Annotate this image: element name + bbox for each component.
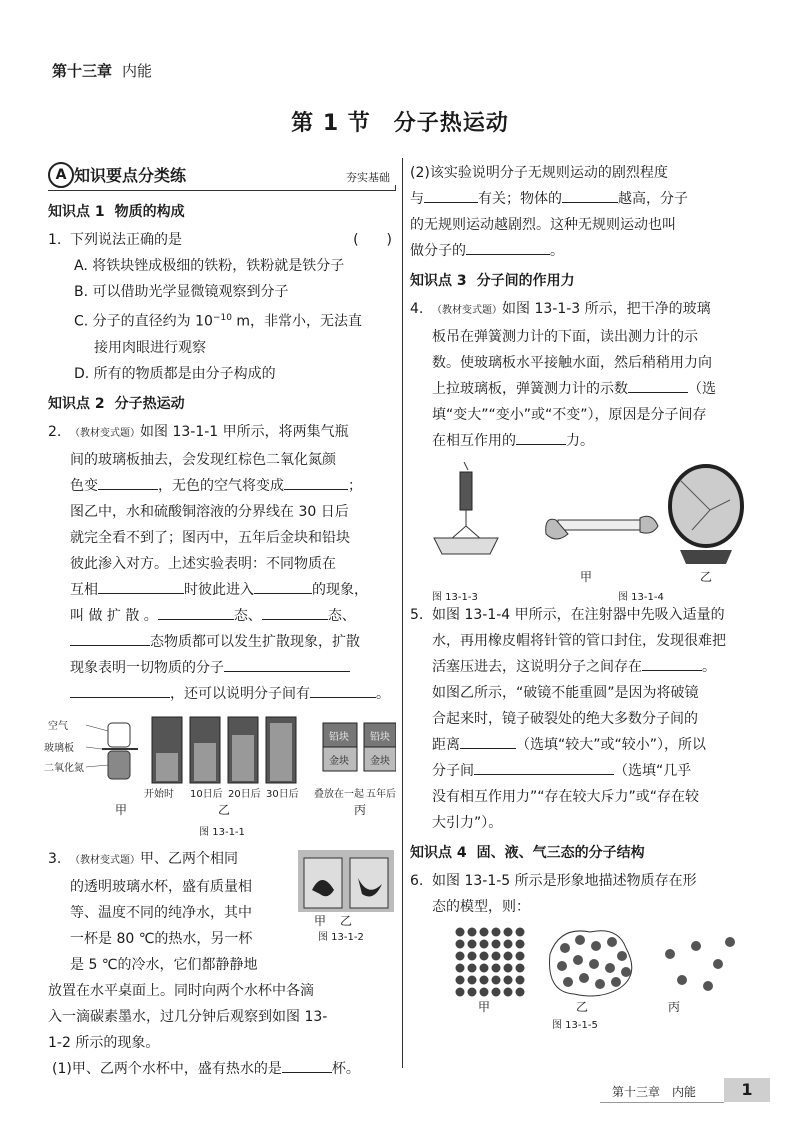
blank[interactable]	[262, 605, 328, 620]
molecule	[456, 952, 465, 961]
question-2: 2. （教材变式题）如图 13-1-1 甲所示，将两集气瓶	[48, 423, 349, 440]
knowledge-point-4: 知识点 4 固、液、气三态的分子结构	[410, 845, 645, 861]
molecule	[575, 935, 585, 945]
molecule	[468, 940, 477, 949]
molecule	[480, 940, 489, 949]
option-b: B. 可以借助光学显微镜观察到分子	[74, 284, 289, 300]
molecule	[516, 988, 525, 997]
molecule	[504, 928, 513, 937]
molecule	[468, 988, 477, 997]
blank[interactable]	[98, 579, 184, 594]
molecule	[516, 940, 525, 949]
blank[interactable]	[70, 683, 170, 698]
knowledge-point-1: 知识点 1 物质的构成	[48, 204, 185, 220]
blank[interactable]	[460, 734, 516, 749]
molecule	[468, 952, 477, 961]
blank[interactable]	[254, 579, 312, 594]
molecule	[725, 937, 735, 947]
molecule	[516, 964, 525, 973]
option-d: D. 所有的物质都是由分子构成的	[74, 365, 276, 382]
blank[interactable]	[562, 188, 618, 203]
blank[interactable]	[158, 605, 234, 620]
question-1: 1. 下列说法正确的是 ( )	[48, 232, 392, 248]
blank[interactable]	[310, 683, 376, 698]
right-column: (2)该实验说明分子无规则运动的剧烈程度 与 有关；物体的 越高，分子 的无规则运动越剧烈。这种无规则运动也叫 做分子的 。 知识点 3 分子间的作用力 4. （教材变式题）如图 13-1-3 所示，把干净的玻璃 板吊在弹簧测力计的下面，读出测力计的示 数。使玻璃板水平接触水面，然后稍稍用力向 上拉玻璃板，弹簧测力计的示数 （选 填“变大”“变小”或“不变”），原因是分子间存 在相互作用的 力。 甲 乙 图 13-1-3 图 13-1-4 5. 如图 13-1-4 甲所示，在注射器中先吸入适量的 水，再用橡皮帽将针管的管口封住，发现很难把 活塞压进去，这说明分子之间存在 。 如图乙所示，“破镜不能重圆”是因为将破镜 合起来时，镜子破裂处的绝大多数分子间的 距离 （选填“较大”或“较小”），所以 分子间 （选填“几乎 没有相互作用力”“存在较大斥力”或“存在较 大引力”）。 知识点 4 固、液、气三态的分子结构 6. 如图 13-1-5 所示是形象地描述物质存在形 态的模型，则： 甲 乙 丙 图 13-1-5	[410, 160, 760, 1030]
section-tag: 夯实基础	[346, 171, 390, 184]
footer-chapter: 第十三章 内能	[612, 1085, 697, 1099]
molecule	[492, 940, 501, 949]
section-banner	[48, 160, 396, 191]
figure-13-1-1: 空气 玻璃板 二氧化氮 铅块 金块 铅块 金块 开始时 10日后 20日后 30日后 叠放在一起 五年后 甲 乙 丙	[48, 713, 396, 823]
blank[interactable]	[424, 188, 478, 203]
blank[interactable]	[284, 475, 348, 490]
molecule	[492, 928, 501, 937]
molecule	[516, 976, 525, 985]
molecule	[691, 941, 701, 951]
molecule	[480, 952, 489, 961]
molecule	[563, 977, 573, 987]
blank[interactable]	[282, 1058, 332, 1073]
blank[interactable]	[70, 631, 150, 646]
molecule	[595, 979, 605, 989]
molecule	[504, 940, 513, 949]
molecule	[492, 988, 501, 997]
molecule	[573, 955, 583, 965]
page-title: 第 1 节 分子热运动	[291, 111, 509, 136]
blank[interactable]	[474, 760, 614, 775]
molecule	[492, 964, 501, 973]
molecule	[560, 943, 570, 953]
page-footer	[0, 1076, 800, 1104]
blank[interactable]	[466, 240, 550, 255]
molecule	[480, 928, 489, 937]
question-5: 5. 如图 13-1-4 甲所示，在注射器中先吸入适量的	[410, 607, 725, 623]
molecule	[713, 959, 723, 969]
molecule	[703, 981, 713, 991]
blank[interactable]	[642, 656, 702, 671]
molecule	[591, 941, 601, 951]
blank[interactable]	[516, 430, 566, 445]
molecule	[456, 988, 465, 997]
left-column: A 知识要点分类练 夯实基础 知识点 1 物质的构成 1. 下列说法正确的是 ( ) A. 将铁块锉成极细的铁粉，铁粉就是铁分子 B. 可以借助光学显微镜观察到分子 C. 分子的直径约为 $10^{-10}$ m，非常小，无法直 接用肉眼进行观察 D. 所有的物质都是由分子构成的 知识点 2 分子热运动 2. （教材变式题）如图 13-1-1 甲所示，将两集气瓶 间的玻璃板抽去，会发现红棕色二氧化氮颜 色变 ，无色的空气将变成 ； 图乙中，水和硫酸铜溶液的分界线在 30 日后 就完全看不到了；图丙中，五年后金块和铅块 彼此渗入对方。上述实验表明：不同物质在 互相 时彼此进入 的现象， 叫 做 扩 散 。 态、 态、 态物质都可以发生扩散现象，扩散 现象表明一切物质的分子 ，还可以说明分子间有 。 空气 玻璃板 二氧化氮 铅块 金块 铅块 金块 开始时 10日后 20日后 30日后 叠放在一起 五年后 甲 乙 丙 图 13-1-1 3. （教材变式题）甲、乙两个相同 的透明玻璃水杯，盛有质量相 等、温度不同的纯净水，其中 一杯是 80 ℃的热水，另一杯 是 5 ℃的冷水，它们都静静地 放置在水平桌面上。同时向两个水杯中各滴 入一滴碳素墨水，过几分钟后观察到如图 13- 1-2 所示的现象。 (1)甲、乙两个水杯中，盛有热水的是 杯。 甲 乙 图 13-1-2	[48, 160, 396, 1082]
chapter-heading: 第十三章 内能	[52, 62, 153, 80]
molecule	[617, 951, 627, 961]
figure-13-1-2: 甲 乙 图 13-1-2	[298, 850, 394, 942]
molecule	[456, 928, 465, 937]
molecule	[579, 973, 589, 983]
blank[interactable]	[628, 378, 688, 393]
molecule	[557, 961, 567, 971]
figure-13-1-5-drawing	[450, 924, 750, 1004]
section-badge: A	[48, 162, 74, 188]
molecule	[480, 976, 489, 985]
molecule	[589, 959, 599, 969]
molecule	[480, 964, 489, 973]
molecule	[677, 975, 687, 985]
molecule	[621, 967, 631, 977]
molecule	[516, 928, 525, 937]
figure-13-1-2-drawing	[298, 850, 394, 912]
molecule	[456, 976, 465, 985]
molecule	[504, 964, 513, 973]
blank[interactable]	[98, 475, 158, 490]
knowledge-point-3: 知识点 3 分子间的作用力	[410, 273, 575, 289]
section-label: 知识要点分类练	[74, 166, 187, 185]
molecule	[468, 928, 477, 937]
question-6: 6. 如图 13-1-5 所示是形象地描述物质存在形	[410, 873, 697, 889]
blank[interactable]	[224, 657, 350, 672]
question-4: 4. （教材变式题）如图 13-1-3 所示，把干净的玻璃	[410, 301, 711, 317]
molecule	[607, 937, 617, 947]
molecule	[456, 964, 465, 973]
molecule	[468, 976, 477, 985]
molecule	[605, 963, 615, 973]
molecule	[516, 952, 525, 961]
molecule	[492, 976, 501, 985]
question-3-part-2: (2)该实验说明分子无规则运动的剧烈程度 与 有关；物体的 越高，分子 的无规则运动越剧烈。这种无规则运动也叫 做分子的 。	[410, 165, 688, 259]
molecule	[611, 977, 621, 987]
molecule	[504, 976, 513, 985]
molecule	[492, 952, 501, 961]
molecule	[504, 952, 513, 961]
molecule	[456, 940, 465, 949]
page-number: 1	[724, 1078, 770, 1102]
figures-13-1-3-4: 甲 乙 图 13-1-3 图 13-1-4	[410, 460, 760, 602]
figure-13-1-5: 甲 乙 丙 图 13-1-5	[410, 924, 760, 1030]
molecule	[665, 949, 675, 959]
column-divider	[402, 158, 403, 1068]
figure-caption: 图 13-1-1	[199, 826, 245, 838]
molecule	[480, 988, 489, 997]
option-a: A. 将铁块锉成极细的铁粉，铁粉就是铁分子	[74, 258, 345, 274]
figures-13-1-3-4-drawing	[410, 460, 750, 570]
question-3: 3. （教材变式题）甲、乙两个相同	[48, 850, 238, 867]
knowledge-point-2: 知识点 2 分子热运动	[48, 395, 185, 412]
molecule	[468, 964, 477, 973]
molecule	[504, 988, 513, 997]
option-c: C. 分子的直径约为 $10^{-10}$ m，非常小，无法直	[74, 313, 363, 330]
option-c-cont: 接用肉眼进行观察	[94, 339, 206, 356]
